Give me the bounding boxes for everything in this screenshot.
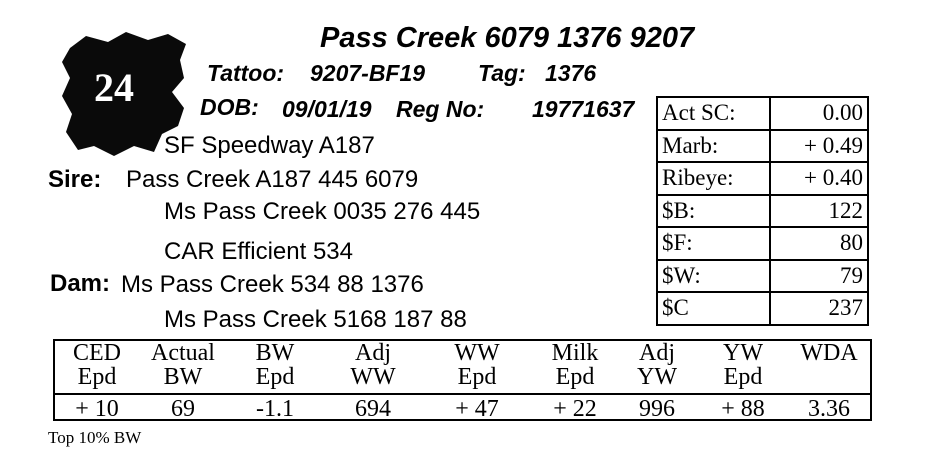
stat-label: $C bbox=[657, 292, 770, 325]
lot-number: 24 bbox=[94, 65, 134, 110]
epd-value-ww: + 47 bbox=[455, 396, 499, 422]
stat-value: 80 bbox=[770, 227, 868, 260]
epd-value-actual-bw: 69 bbox=[171, 396, 195, 422]
sire-name: Pass Creek A187 445 6079 bbox=[126, 166, 419, 193]
stat-value: 122 bbox=[770, 195, 868, 228]
epd-value-adj-ww: 694 bbox=[355, 396, 391, 422]
footnote: Top 10% BW bbox=[48, 428, 142, 447]
sire-label: Sire: bbox=[48, 166, 102, 193]
epd-divider bbox=[55, 393, 870, 395]
dam-dam: Ms Pass Creek 5168 187 88 bbox=[164, 306, 467, 333]
tattoo-value: 9207-BF19 bbox=[310, 60, 426, 86]
stat-value: + 0.40 bbox=[770, 162, 868, 195]
dam-sire: CAR Efficient 534 bbox=[164, 238, 353, 265]
epd-header: CED Epd bbox=[73, 340, 121, 390]
carcass-stats-table bbox=[656, 96, 869, 326]
stat-row bbox=[657, 97, 868, 130]
stat-label: $F: bbox=[657, 227, 770, 260]
sire-dam: Ms Pass Creek 0035 276 445 bbox=[164, 198, 481, 225]
epd-header: Adj YW bbox=[637, 340, 677, 390]
tag-label: Tag: bbox=[478, 60, 526, 86]
stat-label: $B: bbox=[657, 195, 770, 228]
epd-header: WDA bbox=[800, 340, 858, 366]
stat-row bbox=[657, 162, 868, 195]
stat-value: + 0.49 bbox=[770, 130, 868, 163]
stat-row bbox=[657, 227, 868, 260]
epd-header: BW Epd bbox=[255, 340, 295, 390]
stat-row bbox=[657, 260, 868, 293]
epd-value-milk: + 22 bbox=[553, 396, 597, 422]
sire-sire: SF Speedway A187 bbox=[164, 132, 375, 159]
dam-name: Ms Pass Creek 534 88 1376 bbox=[121, 271, 424, 298]
epd-header: YW Epd bbox=[723, 340, 763, 390]
tattoo-label: Tattoo: bbox=[207, 60, 285, 86]
dob-value: 09/01/19 bbox=[282, 96, 372, 122]
epd-header: Adj WW bbox=[350, 340, 396, 390]
stat-value: 79 bbox=[770, 260, 868, 293]
dob-label: DOB: bbox=[200, 94, 259, 120]
stat-row bbox=[657, 292, 868, 325]
stat-label: $W: bbox=[657, 260, 770, 293]
epd-value-yw: + 88 bbox=[721, 396, 765, 422]
tag-value: 1376 bbox=[545, 60, 597, 86]
epd-table bbox=[53, 339, 872, 421]
epd-header: Actual BW bbox=[151, 340, 215, 390]
epd-header: WW Epd bbox=[454, 340, 500, 390]
reg-label: Reg No: bbox=[396, 96, 485, 122]
epd-value-wda: 3.36 bbox=[808, 396, 850, 422]
epd-header: Milk Epd bbox=[551, 340, 599, 390]
epd-value-bw: -1.1 bbox=[256, 396, 294, 422]
stat-label: Marb: bbox=[657, 130, 770, 163]
stat-row bbox=[657, 130, 868, 163]
stat-label: Act SC: bbox=[657, 97, 770, 130]
epd-value-adj-yw: 996 bbox=[639, 396, 675, 422]
reg-value: 19771637 bbox=[532, 96, 635, 122]
epd-value-ced: + 10 bbox=[75, 396, 119, 422]
dam-label: Dam: bbox=[50, 270, 111, 297]
animal-name: Pass Creek 6079 1376 9207 bbox=[320, 22, 695, 54]
stat-row bbox=[657, 195, 868, 228]
stat-value: 237 bbox=[770, 292, 868, 325]
stat-label: Ribeye: bbox=[657, 162, 770, 195]
stat-value: 0.00 bbox=[770, 97, 868, 130]
